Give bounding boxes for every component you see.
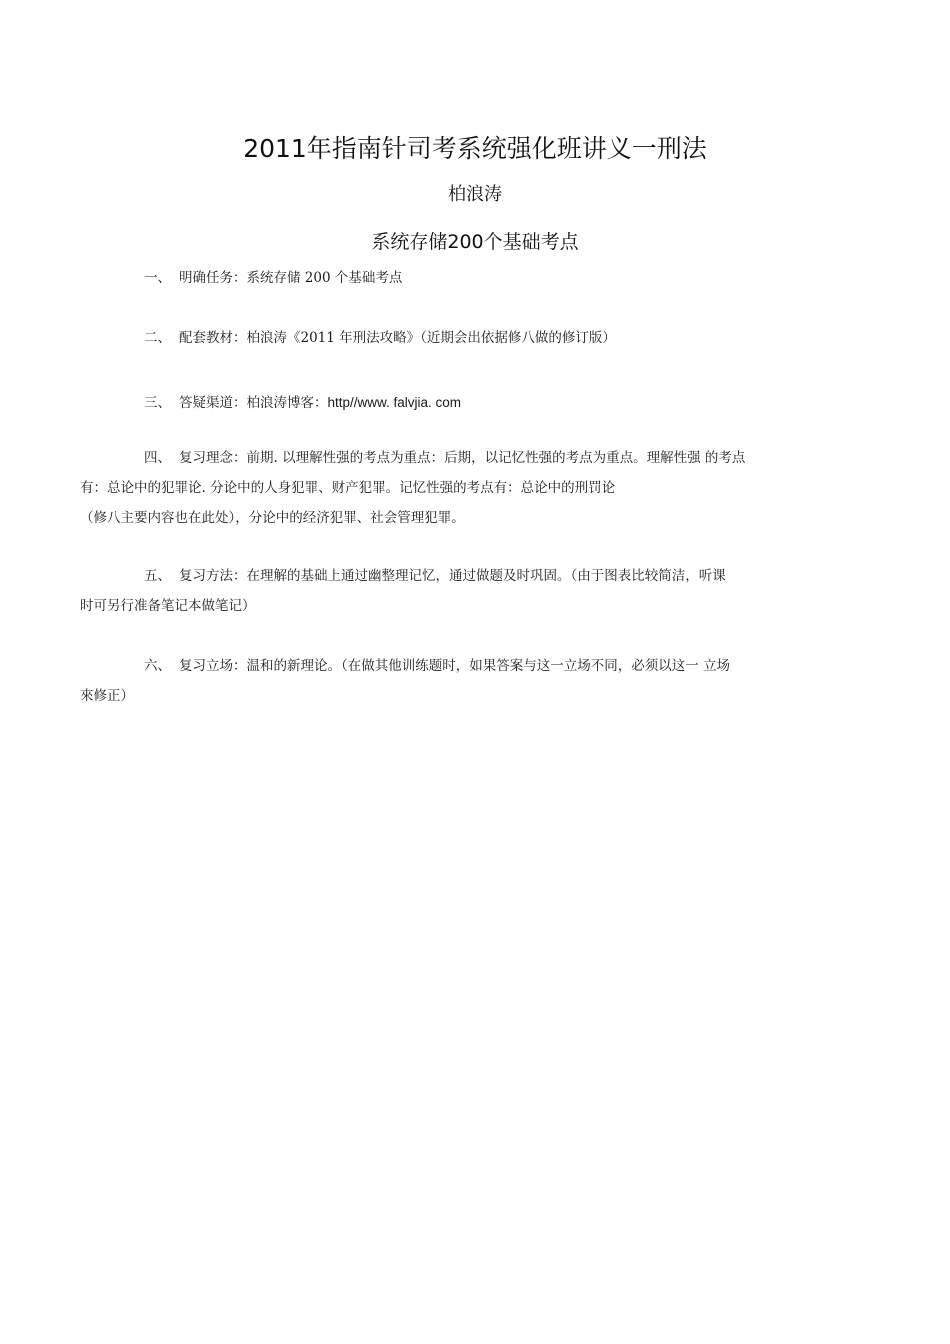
item-text-line-2: 來修正） <box>80 688 134 704</box>
item-number: 二、 <box>144 330 171 346</box>
list-item <box>112 263 802 293</box>
document-title: 2011年指南针司考系统强化班讲义一刑法 <box>243 134 707 163</box>
item-text-line-1: 复习立场：温和的新理论。（在做其他训练题时，如果答案与这一立场不同，必须以这一 立场 <box>179 658 731 674</box>
item-text: 明确任务：系统存储 200 个基础考点 <box>179 270 403 286</box>
item-number: 三、 <box>144 395 171 411</box>
item-number: 一、 <box>144 270 171 286</box>
item-number: 五、 <box>144 568 171 584</box>
document-author: 柏浪涛 <box>448 184 502 205</box>
item-text-line-1: 复习方法：在理解的基础上通过幽整理记忆，通过做题及时巩固。（由于图表比较简洁，听课 <box>179 568 726 584</box>
item-number: 四、 <box>144 450 171 466</box>
list-item <box>80 561 802 621</box>
item-text-line-3: （修八主要内容也在此处），分论中的经济犯罪、社会管理犯罪。 <box>80 510 465 526</box>
blog-url: http//www. falvjia. com <box>327 395 462 410</box>
list-item <box>112 323 802 353</box>
list-item <box>80 651 802 711</box>
list-item <box>112 388 802 418</box>
document-subtitle: 系统存储200个基础考点 <box>371 231 579 253</box>
item-text: 配套教材：柏浪涛《2011 年刑法攻略》（近期会出依据修八做的修订版） <box>179 330 616 346</box>
item-number: 六、 <box>144 658 171 674</box>
item-text-line-2: 时可另行准备笔记本做笔记） <box>80 598 256 614</box>
list-item <box>80 443 802 533</box>
item-label: 答疑渠道：柏浪涛博客： <box>179 395 328 411</box>
item-text-line-2: 有：总论中的犯罪论. 分论中的人身犯罪、财产犯罪。记忆性强的考点有：总论中的刑罚论 <box>80 480 616 496</box>
item-text-line-1: 复习理念：前期. 以理解性强的考点为重点：后期，以记忆性强的考点为重点。理解性强 的考点 <box>179 450 746 466</box>
